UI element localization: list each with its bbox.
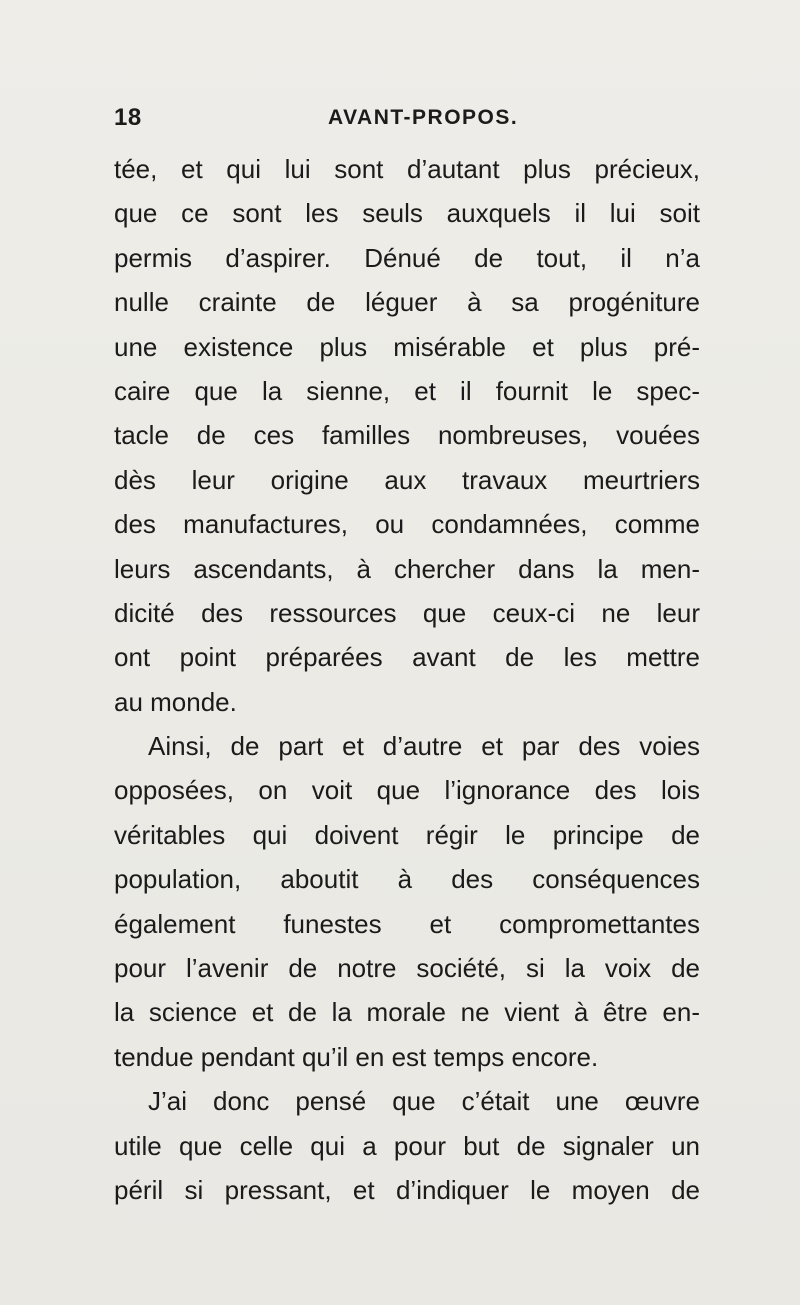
text-line: caire que la sienne, et il fournit le spec-	[114, 375, 700, 406]
running-head: AVANT-PROPOS.	[328, 106, 519, 129]
page-header	[114, 104, 674, 134]
text-line-paragraph-end: au monde.	[114, 686, 237, 717]
page-number: 18	[114, 104, 142, 131]
text-line-paragraph-end: tendue pendant qu’il en est temps encore.	[114, 1041, 599, 1072]
text-line: que ce sont les seuls auxquels il lui soit	[114, 198, 700, 229]
text-line: la science et de la morale ne vient à être en-	[114, 997, 700, 1028]
text-line: opposées, on voit que l’ignorance des lois	[114, 775, 700, 806]
text-line: tée, et qui lui sont d’autant plus précieux,	[114, 154, 700, 184]
text-line-paragraph-start: Ainsi, de part et d’autre et par des voies	[148, 731, 700, 762]
text-line: également funestes et compromettantes	[114, 908, 700, 939]
text-line: une existence plus misérable et plus pré-	[114, 331, 700, 362]
text-line: utile que celle qui a pour but de signaler un	[114, 1130, 700, 1161]
text-line: leurs ascendants, à chercher dans la men-	[114, 553, 700, 584]
text-line: permis d’aspirer. Dénué de tout, il n’a	[114, 242, 700, 273]
body-text	[114, 147, 700, 1212]
text-line: pour l’avenir de notre société, si la voix de	[114, 953, 700, 984]
text-line: des manufactures, ou condamnées, comme	[114, 509, 700, 540]
text-line: ont point préparées avant de les mettre	[114, 642, 700, 673]
text-line: dès leur origine aux travaux meurtriers	[114, 464, 700, 495]
text-line: péril si pressant, et d’indiquer le moyen de	[114, 1174, 700, 1205]
text-line: véritables qui doivent régir le principe de	[114, 819, 700, 850]
text-line: tacle de ces familles nombreuses, vouées	[114, 420, 700, 451]
text-line: population, aboutit à des conséquences	[114, 864, 700, 895]
text-line: dicité des ressources que ceux-ci ne leur	[114, 597, 700, 628]
text-line: nulle crainte de léguer à sa progéniture	[114, 287, 700, 318]
text-line-paragraph-start: J’ai donc pensé que c’était une œuvre	[148, 1086, 700, 1117]
